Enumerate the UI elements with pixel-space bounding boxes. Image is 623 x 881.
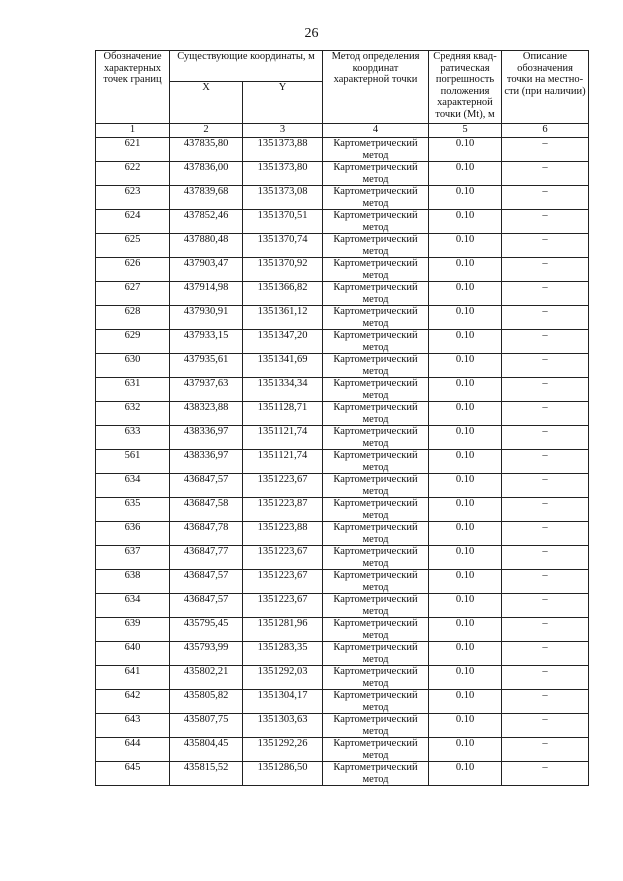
x-coordinate-cell: 437836,00 (170, 162, 243, 186)
error-cell: 0.10 (429, 762, 502, 786)
x-coordinate-cell: 436847,57 (170, 474, 243, 498)
x-coordinate-cell: 436847,57 (170, 570, 243, 594)
header-y: Y (243, 82, 323, 124)
y-coordinate-cell: 1351121,74 (243, 450, 323, 474)
x-coordinate-cell: 436847,77 (170, 546, 243, 570)
method-cell: Картометрический метод (323, 474, 429, 498)
x-coordinate-cell: 435802,21 (170, 666, 243, 690)
x-coordinate-cell: 437930,91 (170, 306, 243, 330)
y-coordinate-cell: 1351292,26 (243, 738, 323, 762)
table-row (96, 666, 589, 690)
error-cell: 0.10 (429, 546, 502, 570)
x-coordinate-cell: 436847,58 (170, 498, 243, 522)
y-coordinate-cell: 1351281,96 (243, 618, 323, 642)
method-cell: Картометрический метод (323, 570, 429, 594)
header-existing-coordinates: Существующие координаты, м (170, 51, 323, 82)
method-cell: Картометрический метод (323, 282, 429, 306)
point-number-cell: 641 (96, 666, 170, 690)
y-coordinate-cell: 1351347,20 (243, 330, 323, 354)
y-coordinate-cell: 1351370,92 (243, 258, 323, 282)
table-row (96, 474, 589, 498)
point-number-cell: 643 (96, 714, 170, 738)
description-cell: – (502, 354, 589, 378)
table-row (96, 138, 589, 162)
error-cell: 0.10 (429, 594, 502, 618)
x-coordinate-cell: 435807,75 (170, 714, 243, 738)
description-cell: – (502, 546, 589, 570)
table-row (96, 498, 589, 522)
point-number-cell: 631 (96, 378, 170, 402)
x-coordinate-cell: 438336,97 (170, 450, 243, 474)
y-coordinate-cell: 1351223,67 (243, 546, 323, 570)
description-cell: – (502, 330, 589, 354)
point-number-cell: 630 (96, 354, 170, 378)
header-point-description: Описание обозначения точки на местно-сти (при наличии) (502, 51, 589, 124)
x-coordinate-cell: 435795,45 (170, 618, 243, 642)
description-cell: – (502, 642, 589, 666)
point-number-cell: 626 (96, 258, 170, 282)
point-number-cell: 640 (96, 642, 170, 666)
y-coordinate-cell: 1351121,74 (243, 426, 323, 450)
y-coordinate-cell: 1351334,34 (243, 378, 323, 402)
error-cell: 0.10 (429, 666, 502, 690)
table-row (96, 570, 589, 594)
x-coordinate-cell: 435793,99 (170, 642, 243, 666)
point-number-cell: 637 (96, 546, 170, 570)
y-coordinate-cell: 1351223,67 (243, 594, 323, 618)
description-cell: – (502, 258, 589, 282)
table-row (96, 618, 589, 642)
y-coordinate-cell: 1351370,51 (243, 210, 323, 234)
error-cell: 0.10 (429, 426, 502, 450)
error-cell: 0.10 (429, 330, 502, 354)
table-row (96, 594, 589, 618)
y-coordinate-cell: 1351128,71 (243, 402, 323, 426)
error-cell: 0.10 (429, 210, 502, 234)
y-coordinate-cell: 1351223,87 (243, 498, 323, 522)
y-coordinate-cell: 1351303,63 (243, 714, 323, 738)
description-cell: – (502, 666, 589, 690)
error-cell: 0.10 (429, 162, 502, 186)
x-coordinate-cell: 438323,88 (170, 402, 243, 426)
y-coordinate-cell: 1351373,08 (243, 186, 323, 210)
x-coordinate-cell: 437852,46 (170, 210, 243, 234)
method-cell: Картометрический метод (323, 546, 429, 570)
table-row (96, 282, 589, 306)
point-number-cell: 634 (96, 474, 170, 498)
x-coordinate-cell: 436847,57 (170, 594, 243, 618)
y-coordinate-cell: 1351292,03 (243, 666, 323, 690)
error-cell: 0.10 (429, 522, 502, 546)
point-number-cell: 642 (96, 690, 170, 714)
page-number: 26 (304, 26, 319, 41)
column-number: 4 (323, 124, 429, 138)
error-cell: 0.10 (429, 258, 502, 282)
description-cell: – (502, 186, 589, 210)
point-number-cell: 629 (96, 330, 170, 354)
column-numbers-row (96, 124, 589, 138)
x-coordinate-cell: 437903,47 (170, 258, 243, 282)
method-cell: Картометрический метод (323, 258, 429, 282)
method-cell: Картометрический метод (323, 210, 429, 234)
column-number: 6 (502, 124, 589, 138)
description-cell: – (502, 474, 589, 498)
point-number-cell: 622 (96, 162, 170, 186)
x-coordinate-cell: 437935,61 (170, 354, 243, 378)
point-number-cell: 636 (96, 522, 170, 546)
description-cell: – (502, 282, 589, 306)
method-cell: Картометрический метод (323, 162, 429, 186)
column-number: 5 (429, 124, 502, 138)
point-number-cell: 633 (96, 426, 170, 450)
error-cell: 0.10 (429, 186, 502, 210)
description-cell: – (502, 570, 589, 594)
table-row (96, 714, 589, 738)
x-coordinate-cell: 437880,48 (170, 234, 243, 258)
error-cell: 0.10 (429, 378, 502, 402)
method-cell: Картометрический метод (323, 642, 429, 666)
table-row (96, 306, 589, 330)
y-coordinate-cell: 1351366,82 (243, 282, 323, 306)
method-cell: Картометрический метод (323, 378, 429, 402)
point-number-cell: 634 (96, 594, 170, 618)
table-row (96, 258, 589, 282)
error-cell: 0.10 (429, 714, 502, 738)
error-cell: 0.10 (429, 306, 502, 330)
column-number: 2 (170, 124, 243, 138)
description-cell: – (502, 762, 589, 786)
point-number-cell: 625 (96, 234, 170, 258)
y-coordinate-cell: 1351373,80 (243, 162, 323, 186)
table-row (96, 354, 589, 378)
y-coordinate-cell: 1351223,67 (243, 570, 323, 594)
method-cell: Картометрический метод (323, 762, 429, 786)
point-number-cell: 638 (96, 570, 170, 594)
point-number-cell: 561 (96, 450, 170, 474)
error-cell: 0.10 (429, 738, 502, 762)
method-cell: Картометрический метод (323, 450, 429, 474)
y-coordinate-cell: 1351373,88 (243, 138, 323, 162)
description-cell: – (502, 618, 589, 642)
table-row (96, 762, 589, 786)
method-cell: Картометрический метод (323, 186, 429, 210)
x-coordinate-cell: 437937,63 (170, 378, 243, 402)
description-cell: – (502, 498, 589, 522)
y-coordinate-cell: 1351223,88 (243, 522, 323, 546)
point-number-cell: 621 (96, 138, 170, 162)
point-number-cell: 639 (96, 618, 170, 642)
y-coordinate-cell: 1351361,12 (243, 306, 323, 330)
header-method: Метод определения координат характерной точки (323, 51, 429, 124)
error-cell: 0.10 (429, 138, 502, 162)
description-cell: – (502, 210, 589, 234)
error-cell: 0.10 (429, 282, 502, 306)
error-cell: 0.10 (429, 570, 502, 594)
method-cell: Картометрический метод (323, 498, 429, 522)
error-cell: 0.10 (429, 234, 502, 258)
x-coordinate-cell: 435815,52 (170, 762, 243, 786)
error-cell: 0.10 (429, 498, 502, 522)
table-row (96, 378, 589, 402)
y-coordinate-cell: 1351304,17 (243, 690, 323, 714)
x-coordinate-cell: 437914,98 (170, 282, 243, 306)
table-row (96, 210, 589, 234)
method-cell: Картометрический метод (323, 594, 429, 618)
method-cell: Картометрический метод (323, 138, 429, 162)
table-header-row (96, 51, 589, 82)
point-number-cell: 624 (96, 210, 170, 234)
x-coordinate-cell: 435805,82 (170, 690, 243, 714)
description-cell: – (502, 378, 589, 402)
description-cell: – (502, 714, 589, 738)
description-cell: – (502, 450, 589, 474)
table-row (96, 426, 589, 450)
x-coordinate-cell: 438336,97 (170, 426, 243, 450)
table-row (96, 402, 589, 426)
error-cell: 0.10 (429, 450, 502, 474)
table-row (96, 330, 589, 354)
table-row (96, 522, 589, 546)
header-x: X (170, 82, 243, 124)
method-cell: Картометрический метод (323, 522, 429, 546)
point-number-cell: 635 (96, 498, 170, 522)
x-coordinate-cell: 435804,45 (170, 738, 243, 762)
table-row (96, 642, 589, 666)
description-cell: – (502, 162, 589, 186)
error-cell: 0.10 (429, 642, 502, 666)
y-coordinate-cell: 1351286,50 (243, 762, 323, 786)
y-coordinate-cell: 1351341,69 (243, 354, 323, 378)
description-cell: – (502, 306, 589, 330)
header-point-designation: Обозначение характерных точек границ (96, 51, 170, 124)
point-number-cell: 628 (96, 306, 170, 330)
description-cell: – (502, 138, 589, 162)
x-coordinate-cell: 437839,68 (170, 186, 243, 210)
method-cell: Картометрический метод (323, 234, 429, 258)
header-mean-square-error: Средняя квад-ратическая погрешность положения характерной точки (Mt), м (429, 51, 502, 124)
y-coordinate-cell: 1351370,74 (243, 234, 323, 258)
point-number-cell: 623 (96, 186, 170, 210)
description-cell: – (502, 738, 589, 762)
table-row (96, 186, 589, 210)
y-coordinate-cell: 1351223,67 (243, 474, 323, 498)
error-cell: 0.10 (429, 474, 502, 498)
x-coordinate-cell: 437933,15 (170, 330, 243, 354)
error-cell: 0.10 (429, 402, 502, 426)
point-number-cell: 632 (96, 402, 170, 426)
error-cell: 0.10 (429, 690, 502, 714)
error-cell: 0.10 (429, 618, 502, 642)
x-coordinate-cell: 436847,78 (170, 522, 243, 546)
method-cell: Картометрический метод (323, 402, 429, 426)
description-cell: – (502, 426, 589, 450)
description-cell: – (502, 690, 589, 714)
method-cell: Картометрический метод (323, 618, 429, 642)
method-cell: Картометрический метод (323, 306, 429, 330)
description-cell: – (502, 234, 589, 258)
method-cell: Картометрический метод (323, 690, 429, 714)
point-number-cell: 627 (96, 282, 170, 306)
point-number-cell: 645 (96, 762, 170, 786)
method-cell: Картометрический метод (323, 330, 429, 354)
description-cell: – (502, 522, 589, 546)
coordinates-table (95, 50, 589, 786)
description-cell: – (502, 402, 589, 426)
description-cell: – (502, 594, 589, 618)
x-coordinate-cell: 437835,80 (170, 138, 243, 162)
table-row (96, 546, 589, 570)
point-number-cell: 644 (96, 738, 170, 762)
table-row (96, 162, 589, 186)
error-cell: 0.10 (429, 354, 502, 378)
method-cell: Картометрический метод (323, 738, 429, 762)
method-cell: Картометрический метод (323, 426, 429, 450)
table-row (96, 738, 589, 762)
method-cell: Картометрический метод (323, 354, 429, 378)
column-number: 1 (96, 124, 170, 138)
method-cell: Картометрический метод (323, 714, 429, 738)
table-row (96, 450, 589, 474)
table-row (96, 234, 589, 258)
table-row (96, 690, 589, 714)
method-cell: Картометрический метод (323, 666, 429, 690)
y-coordinate-cell: 1351283,35 (243, 642, 323, 666)
column-number: 3 (243, 124, 323, 138)
